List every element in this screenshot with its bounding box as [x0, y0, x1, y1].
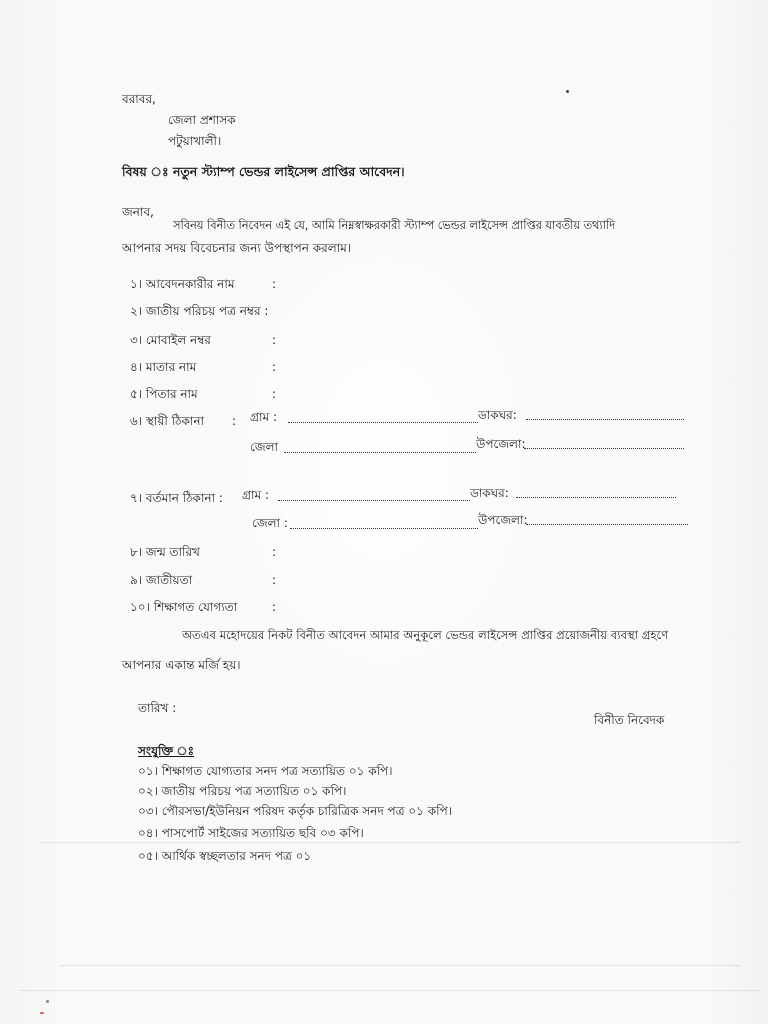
field-colon: : [272, 545, 277, 559]
field-colon: : [272, 573, 277, 587]
field-applicant-name-label: ১। আবেদনকারীর নাম [130, 277, 235, 291]
present-village-label: গ্রাম : [242, 488, 269, 502]
attachment-item: ০১। শিক্ষাগত যোগ্যতার সনদ পত্র সত্যায়িত ০১ কপি। [138, 764, 393, 778]
field-colon: : [272, 600, 277, 614]
permanent-address-label: ৬। স্থায়ী ঠিকানা [130, 414, 205, 428]
permanent-post-office-label: ডাকঘর: [478, 408, 517, 422]
salutation-to: বরাবর, [122, 92, 156, 106]
field-birth-date-label: ৮। জন্ম তারিখ [130, 545, 200, 559]
permanent-village-label: গ্রাম : [250, 410, 277, 424]
scan-artifact-line [60, 965, 740, 966]
field-colon: : [232, 414, 237, 428]
present-post-office-label: ডাকঘর: [470, 486, 509, 500]
field-nid-label: ২। জাতীয় পরিচয় পত্র নম্বর : [130, 304, 269, 318]
field-mother-name-label: ৪। মাতার নাম [130, 360, 197, 374]
closing-line-1: অতএব মহোদয়ের নিকট বিনীত আবেদন আমার অনুকূলে ভেন্ডর লাইসেন্স প্রাপ্তির প্রয়োজনীয় ব্যবস্থা গ্রহণে [182, 628, 669, 642]
subject-line: বিষয় ঃ নতুন স্ট্যাম্প ভেন্ডর লাইসেন্স প্রাপ্তির আবেদন। [122, 164, 405, 179]
permanent-village-blank [288, 422, 478, 423]
salutation-place: পটুয়াখালী। [168, 134, 222, 148]
scan-speck [566, 90, 569, 93]
permanent-upazila-blank [524, 448, 684, 449]
permanent-post-office-blank [526, 419, 684, 420]
present-district-label: জেলা : [252, 516, 288, 530]
field-colon: : [272, 387, 277, 401]
closing-line-2: আপনার একান্ত মর্জি হয়। [122, 658, 241, 672]
attachment-item: ০৫। আর্থিক স্বচ্ছলতার সনদ পত্র ০১ [138, 849, 312, 863]
intro-line-2: আপনার সদয় বিবেচনার জন্য উপস্থাপন করলাম। [122, 241, 352, 255]
field-colon: : [272, 333, 277, 347]
salutation-recipient: জেলা প্রশাসক [168, 113, 236, 127]
field-colon: : [272, 360, 277, 374]
scan-artifact-line [20, 990, 760, 991]
scan-artifact-line [40, 842, 740, 843]
present-village-blank [278, 500, 470, 501]
scan-speck [40, 1012, 44, 1014]
field-nationality-label: ৯। জাতীয়তা [130, 573, 193, 587]
present-upazila-blank [526, 524, 688, 525]
field-education-label: ১০। শিক্ষাগত যোগ্যতা [130, 600, 238, 614]
field-colon: : [272, 277, 277, 291]
permanent-upazila-label: উপজেলা: [476, 437, 526, 451]
scan-speck [46, 1000, 49, 1003]
present-post-office-blank [516, 497, 676, 498]
permanent-district-label: জেলা [250, 440, 279, 454]
signoff: বিনীত নিবেদক [594, 713, 665, 727]
greeting: জনাব, [122, 205, 154, 219]
present-upazila-label: উপজেলা: [478, 513, 528, 527]
date-label: তারিখ : [138, 701, 177, 715]
field-father-name-label: ৫। পিতার নাম [130, 387, 198, 401]
field-mobile-label: ৩। মোবাইল নম্বর [130, 333, 211, 347]
attachment-item: ০২। জাতীয় পরিচয় পত্র সত্যায়িত ০১ কপি। [138, 784, 347, 798]
intro-line-1: সবিনয় বিনীত নিবেদন এই যে, আমি নিম্নস্বাক্ষরকারী স্ট্যাম্প ভেন্ডর লাইসেন্স প্রাপ্তির যাবতীয় তথ্যাদি [173, 219, 616, 232]
present-district-blank [290, 528, 478, 529]
permanent-district-blank [284, 452, 476, 453]
attachment-item: ০৩। পৌরসভা/ইউনিয়ন পরিষদ কর্তৃক চারিত্রিক সনদ পত্র ০১ কপি। [138, 804, 453, 818]
attachments-heading: সংযুক্তি ঃ [138, 744, 195, 758]
attachment-item: ০৪। পাসপোর্ট সাইজের সত্যায়িত ছবি ০৩ কপি। [138, 826, 364, 840]
present-address-label: ৭। বর্তমান ঠিকানা : [130, 491, 223, 505]
